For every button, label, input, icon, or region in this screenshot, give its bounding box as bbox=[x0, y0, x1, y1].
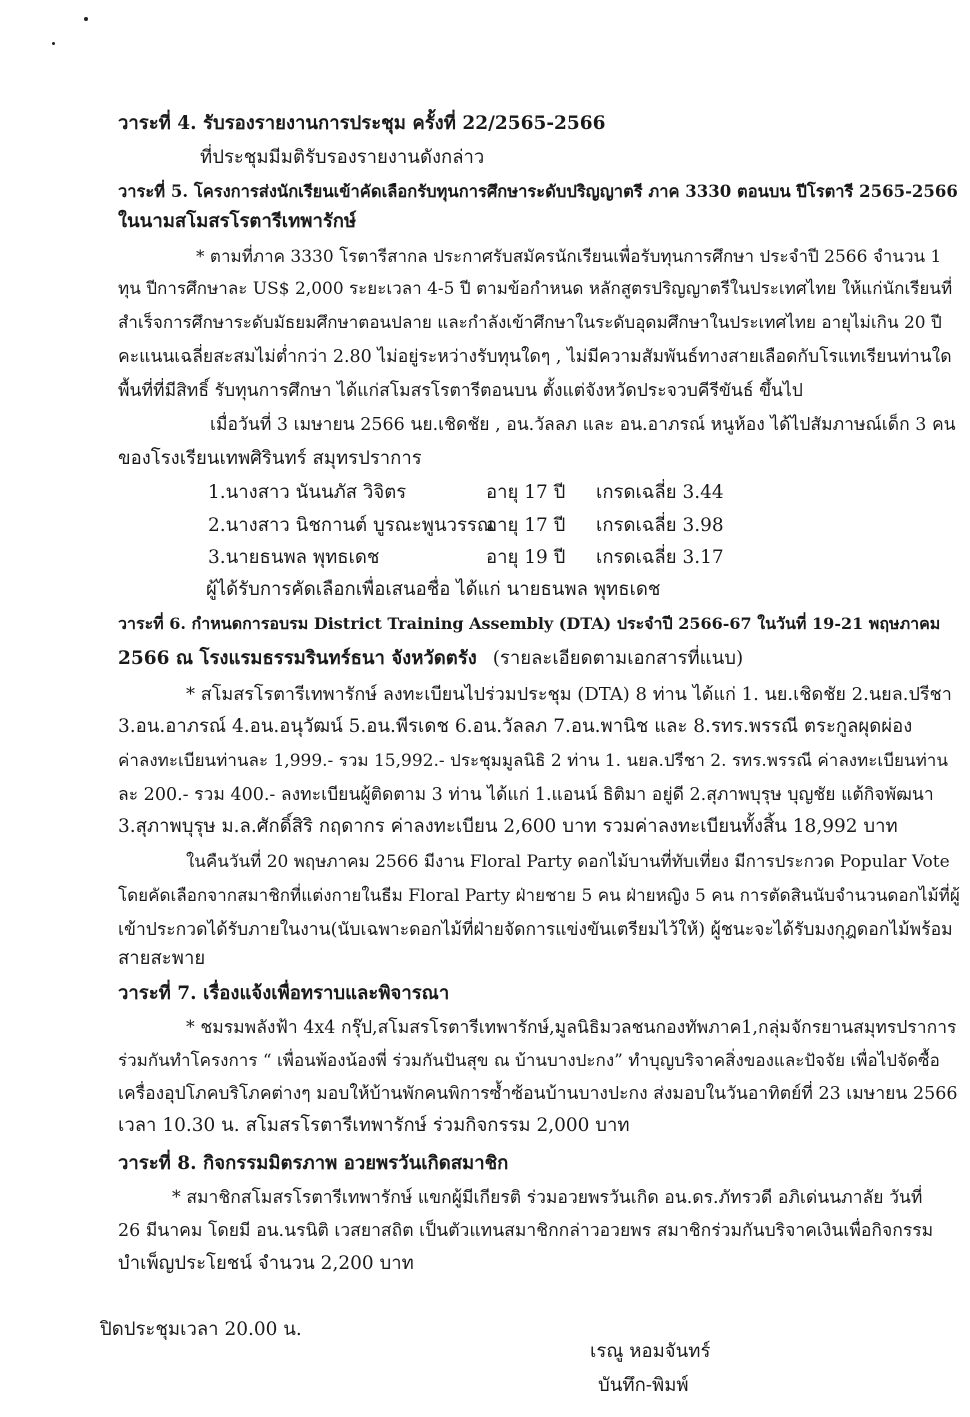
agenda-5-p1-line: สำเร็จการศึกษาระดับมัธยมศึกษาตอนปลาย และกำลังเข้าศึกษาในระดับอุดมศึกษาในประเทศไทย อายุไม่เกิน 20 ปี bbox=[118, 313, 942, 333]
speck-mark bbox=[84, 17, 88, 21]
student-age: อายุ 17 ปี bbox=[486, 482, 566, 503]
closing-time: ปิดประชุมเวลา 20.00 น. bbox=[100, 1319, 302, 1340]
agenda-6-p1-line: ละ 200.- รวม 400.- ลงทะเบียนผู้ติดตาม 3 ท่าน ได้แก่ 1.แอนน์ ธิติมา อยู่ดี 2.สุภาพบุรุษ บุญชัย แต้กิจพัฒนา bbox=[118, 785, 934, 805]
student-name: 3.นายธนพล พุทธเดช bbox=[208, 547, 380, 568]
agenda-5-heading-cont: ในนามสโมสรโรตารีเทพารักษ์ bbox=[118, 211, 357, 232]
agenda-5-p1-line: ทุน ปีการศึกษาละ US$ 2,000 ระยะเวลา 4-5 ปี ตามข้อกำหนด หลักสูตรปริญญาตรีในประเทศไทย ให้แก่นักเรียนที่ bbox=[118, 279, 953, 299]
agenda-6-p2-line: ในคืนวันที่ 20 พฤษภาคม 2566 มีงาน Floral Party ดอกไม้บานที่ทับเที่ยง มีการประกวด Popular Vote bbox=[186, 852, 950, 872]
agenda-6-p2-line: โดยคัดเลือกจากสมาชิกที่แต่งกายในธีม Floral Party ฝ่ายชาย 5 คน ฝ่ายหญิง 5 คน การตัดสินนับจำนวนดอกไม้ที่ผู้ bbox=[118, 886, 960, 906]
student-gpa: เกรดเฉลี่ย 3.98 bbox=[596, 515, 724, 536]
signature-role: บันทึก-พิมพ์ bbox=[598, 1375, 689, 1396]
student-gpa: เกรดเฉลี่ย 3.17 bbox=[596, 547, 724, 568]
agenda-6-p2-line: สายสะพาย bbox=[118, 948, 206, 969]
agenda-6-venue: 2566 ณ โรงแรมธรรมรินทร์ธนา จังหวัดตรัง bbox=[118, 648, 477, 669]
agenda-8-p1-line: * สมาชิกสโมสรโรตารีเทพารักษ์ แขกผู้มีเกียรติ ร่วมอวยพรวันเกิด อน.ดร.ภัทรวดี อภิเด่นนภาลัย วันที่ bbox=[172, 1188, 923, 1208]
agenda-6-p1-line: 3.สุภาพบุรุษ ม.ล.ศักดิ์สิริ กฤดากร ค่าลงทะเบียน 2,600 บาท รวมค่าลงทะเบียนทั้งสิ้น 18,992 บาท bbox=[118, 816, 898, 837]
student-age: อายุ 17 ปี bbox=[486, 515, 566, 536]
agenda-5-p2-line: ของโรงเรียนเทพศิรินทร์ สมุทรปราการ bbox=[118, 448, 422, 469]
signature-name: เรณู หอมจันทร์ bbox=[590, 1341, 711, 1362]
student-age: อายุ 19 ปี bbox=[486, 547, 566, 568]
agenda-6-heading-cont bbox=[118, 647, 743, 671]
agenda-6-p2-line: เข้าประกวดได้รับภายในงาน(นับเฉพาะดอกไม้ที่ฝ่ายจัดการแข่งขันเตรียมไว้ให้) ผู้ชนะจะได้รับมงกุฎดอกไม้พร้อม bbox=[118, 920, 953, 940]
agenda-7-p1-line: เครื่องอุปโภคบริโภคต่างๆ มอบให้บ้านพักคนพิการซ้ำซ้อนบ้านบางปะกง ส่งมอบในวันอาทิตย์ที่ 23 เมษายน 2566 bbox=[118, 1084, 958, 1104]
student-gpa: เกรดเฉลี่ย 3.44 bbox=[596, 482, 724, 503]
agenda-5-heading: วาระที่ 5. โครงการส่งนักเรียนเข้าคัดเลือกรับทุนการศึกษาระดับปริญญาตรี ภาค 3330 ตอนบน ปีโรตารี 2565-2566 bbox=[118, 182, 958, 201]
agenda-8-heading: วาระที่ 8. กิจกรรมมิตรภาพ อวยพรวันเกิดสมาชิก bbox=[118, 1153, 509, 1174]
agenda-6-note: (รายละเอียดตามเอกสารที่แนบ) bbox=[492, 648, 744, 669]
student-name: 1.นางสาว นันนภัส วิจิตร bbox=[208, 482, 407, 503]
agenda-8-p1-line: 26 มีนาคม โดยมี อน.นรนิติ เวสยาสถิต เป็นตัวแทนสมาชิกกล่าวอวยพร สมาชิกร่วมกันบริจาคเงินเพื่อกิจกรรม bbox=[118, 1221, 934, 1241]
agenda-6-p1-line: * สโมสรโรตารีเทพารักษ์ ลงทะเบียนไปร่วมประชุม (DTA) 8 ท่าน ได้แก่ 1. นย.เชิดชัย 2.นยล.ปรีชา bbox=[186, 684, 952, 705]
selected-student: ผู้ได้รับการคัดเลือกเพื่อเสนอชื่อ ได้แก่ นายธนพล พุทธเดช bbox=[206, 579, 661, 600]
agenda-5-p1-line: * ตามที่ภาค 3330 โรตารีสากล ประกาศรับสมัครนักเรียนเพื่อรับทุนการศึกษา ประจำปี 2566 จำนวน 1 bbox=[196, 247, 942, 267]
agenda-5-p1-line: คะแนนเฉลี่ยสะสมไม่ต่ำกว่า 2.80 ไม่อยู่ระหว่างรับทุนใดๆ , ไม่มีความสัมพันธ์ทางสายเลือดกับโรแทเรียนท่านใด bbox=[118, 347, 952, 367]
agenda-6-p1-line: ค่าลงทะเบียนท่านละ 1,999.- รวม 15,992.- ประชุมมูลนิธิ 2 ท่าน 1. นยล.ปรีชา 2. รทร.พรรณี ค่าลงทะเบียนท่าน bbox=[118, 751, 948, 771]
agenda-7-heading: วาระที่ 7. เรื่องแจ้งเพื่อทราบและพิจารณา bbox=[118, 983, 450, 1004]
agenda-6-heading: วาระที่ 6. กำหนดการอบรม District Training Assembly (DTA) ประจำปี 2566-67 ในวันที่ 19-21 พฤษภาคม bbox=[118, 614, 941, 633]
agenda-7-p1-line: * ชมรมพลังฟ้า 4x4 กรุ๊ป,สโมสรโรตารีเทพารักษ์,มูลนิธิมวลชนกองทัพภาค1,กลุ่มจักรยานสมุทรปราการ bbox=[186, 1018, 957, 1038]
agenda-7-p1-line: เวลา 10.30 น. สโมสรโรตารีเทพารักษ์ ร่วมกิจกรรม 2,000 บาท bbox=[118, 1115, 630, 1136]
agenda-7-p1-line: ร่วมกันทำโครงการ “ เพื่อนพ้องน้องพี่ ร่วมกันปันสุข ณ บ้านบางปะกง” ทำบุญบริจาคสิ่งของและปัจจัย เพื่อไปจัดซื้อ bbox=[118, 1051, 940, 1071]
agenda-4-heading: วาระที่ 4. รับรองรายงานการประชุม ครั้งที่ 22/2565-2566 bbox=[118, 113, 606, 134]
agenda-5-p2-line: เมื่อวันที่ 3 เมษายน 2566 นย.เชิดชัย , อน.วัลลภ และ อน.อาภรณ์ หนูห้อง ได้ไปสัมภาษณ์เด็ก 3 คน bbox=[210, 415, 956, 435]
speck-mark bbox=[52, 42, 55, 45]
agenda-5-p1-line: พื้นที่ที่มีสิทธิ์ รับทุนการศึกษา ได้แก่สโมสรโรตารีตอนบน ตั้งแต่จังหวัดประจวบคีรีขันธ์ ขึ้นไป bbox=[118, 381, 803, 401]
agenda-8-p1-line: บำเพ็ญประโยชน์ จำนวน 2,200 บาท bbox=[118, 1253, 414, 1274]
student-name: 2.นางสาว นิชกานต์ บูรณะพูนวรรณ bbox=[208, 515, 495, 536]
agenda-4-text: ที่ประชุมมีมติรับรองรายงานดังกล่าว bbox=[200, 147, 485, 168]
agenda-6-p1-line: 3.อน.อาภรณ์ 4.อน.อนุวัฒน์ 5.อน.พีรเดช 6.อน.วัลลภ 7.อน.พานิช และ 8.รทร.พรรณี ตระกูลผุดผ่อง bbox=[118, 716, 913, 737]
